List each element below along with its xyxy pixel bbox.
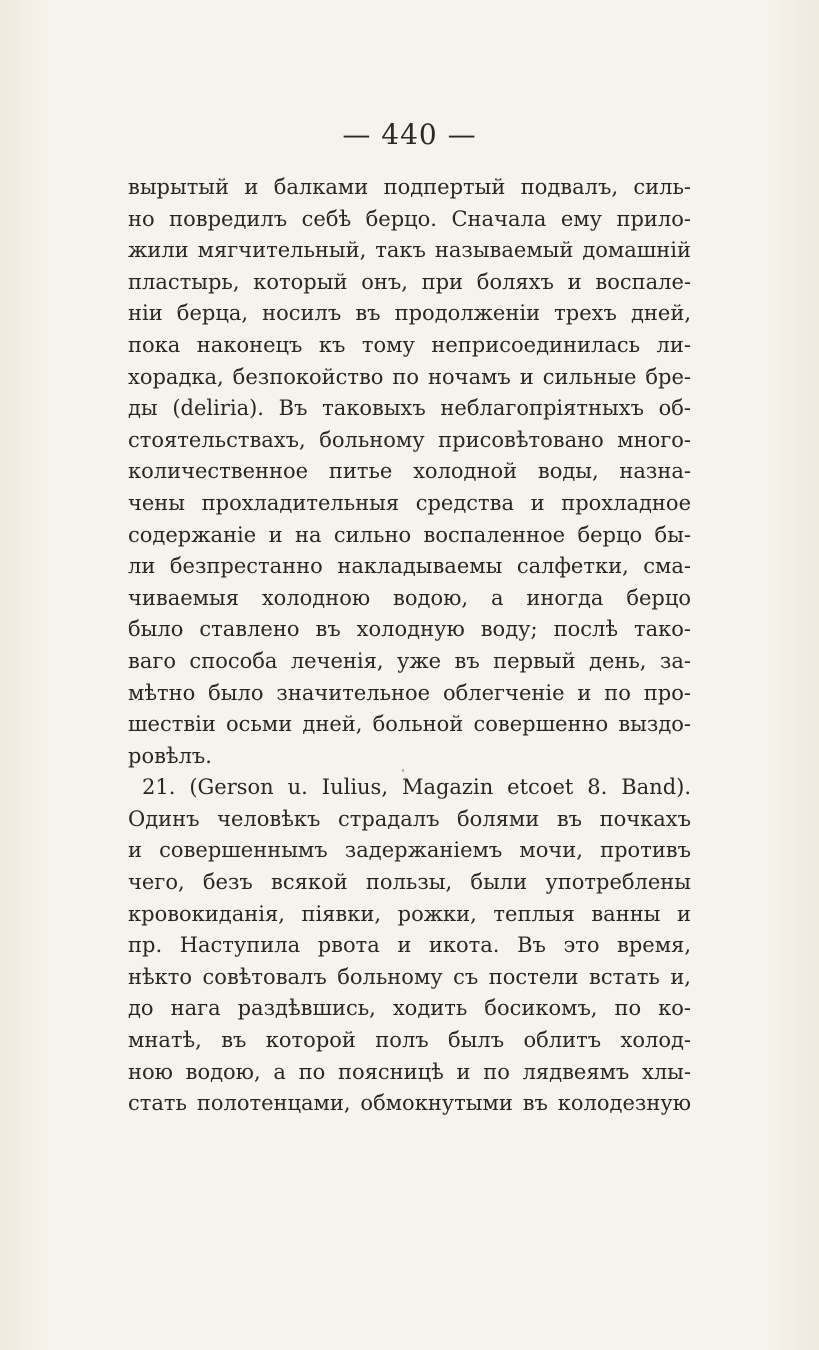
text-line: ніи берца, носилъ въ продолженіи трехъ дней, [128, 301, 691, 326]
page-number: — 440 — [342, 118, 477, 151]
text-line: но повредилъ себѣ берцо. Сначала ему прило- [128, 206, 691, 231]
text-line: чего, безъ всякой пользы, были употреблены [128, 870, 691, 895]
text-line: жили мягчительный, такъ называемый домашній [128, 238, 691, 263]
ink-spot [402, 769, 404, 772]
text-line: и совершеннымъ задержаніемъ мочи, противъ [128, 838, 691, 863]
text-line: Одинъ человѣкъ страдалъ болями въ почкахъ [128, 806, 691, 831]
text-line: ною водою, а по поясницѣ и по лядвеямъ хлы- [128, 1059, 691, 1084]
text-line: ваго способа леченія, уже въ первый день, за- [128, 648, 691, 673]
text-line: вырытый и балками подпертый подвалъ, силь- [128, 175, 691, 199]
text-line: чены прохладительныя средства и прохладное [128, 490, 691, 515]
text-line: ли безпрестанно накладываемы салфетки, сма- [128, 554, 691, 579]
text-line: шествіи осьми дней, больной совершенно выздо- [128, 712, 691, 737]
text-line: содержаніе и на сильно воспаленное берцо бы- [128, 522, 691, 547]
text-line: чиваемыя холодною водою, а иногда берцо [128, 585, 691, 610]
text-line: стоятельствахъ, больному присовѣтовано много- [128, 427, 691, 452]
text-line: было ставлено въ холодную воду; послѣ тако- [128, 617, 691, 642]
text-line: ды (deliria). Въ таковыхъ неблагопріятныхъ об- [128, 396, 691, 421]
text-line: пластырь, который онъ, при боляхъ и воспале- [128, 269, 691, 294]
body-text [128, 172, 691, 1120]
text-line: хорадка, безпокойство по ночамъ и сильные бре- [128, 364, 691, 389]
text-line-paragraph-end: ровѣлъ. [128, 743, 212, 768]
text-line: стать полотенцами, обмокнутыми въ колодезную [128, 1091, 691, 1116]
text-line-citation: 21. (Gerson u. Iulius, Magazin etcoet 8. Band). [142, 775, 691, 800]
text-line: нѣкто совѣтовалъ больному съ постели встать и, [128, 964, 691, 989]
text-line: кровокиданія, піявки, рожки, теплыя ванны и [128, 901, 691, 926]
text-line: мнатѣ, въ которой полъ былъ облитъ холод- [128, 1028, 691, 1053]
text-line: пр. Наступила рвота и икота. Въ это время, [128, 933, 691, 958]
text-line: до нага раздѣвшись, ходить босикомъ, по ко- [128, 996, 691, 1021]
text-line: пока наконецъ къ тому неприсоединилась ли- [128, 332, 691, 357]
text-line: мѣтно было значительное облегченіе и по про- [128, 680, 691, 705]
text-line: количественное питье холодной воды, назна- [128, 459, 691, 484]
